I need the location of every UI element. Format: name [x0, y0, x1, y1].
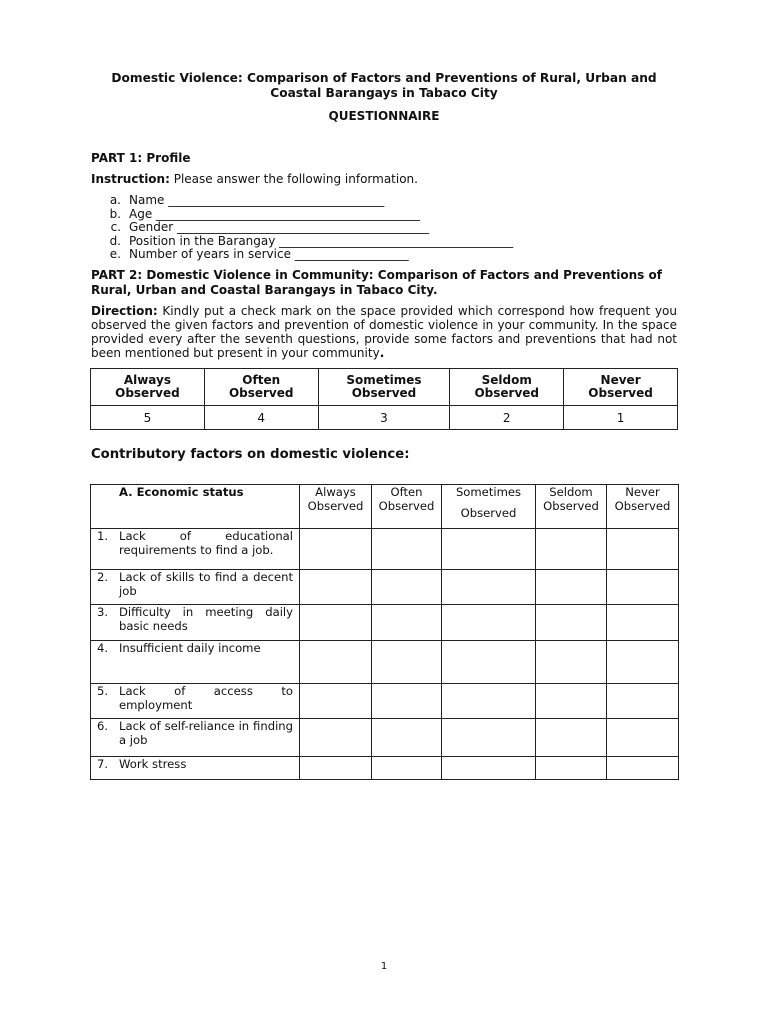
factor-item-number: 1.: [97, 529, 109, 543]
page-number: 1: [380, 961, 388, 972]
table-row: [91, 641, 679, 684]
title-line-2: Coastal Barangays in Tabaco City: [270, 86, 498, 100]
check-cell[interactable]: [607, 605, 679, 641]
direction-label: Direction:: [91, 304, 158, 318]
check-cell[interactable]: [300, 570, 372, 605]
rating-scale-table: [90, 368, 678, 430]
check-cell[interactable]: [442, 641, 536, 684]
econ-col-header: Never Observed: [607, 485, 679, 529]
factor-item-text: Lack of self-reliance in finding a job: [119, 719, 293, 747]
factor-item-text: Lack of educational requirements to find a job.: [119, 529, 293, 557]
scale-value-cell: 2: [450, 406, 564, 430]
scale-value-row: [91, 406, 678, 430]
factor-item-text: Lack of access to employment: [119, 684, 293, 712]
scale-header-cell: Never Observed: [564, 369, 678, 406]
scale-header-cell: Often Observed: [204, 369, 318, 406]
check-cell[interactable]: [300, 529, 372, 570]
check-cell[interactable]: [300, 605, 372, 641]
check-cell[interactable]: [300, 757, 372, 780]
check-cell[interactable]: [607, 570, 679, 605]
factor-item-cell: [91, 605, 300, 641]
contributory-factors-heading: Contributory factors on domestic violence:: [91, 447, 410, 462]
check-cell[interactable]: [442, 719, 536, 757]
factor-item-number: 2.: [97, 570, 109, 584]
scale-value-cell: 4: [204, 406, 318, 430]
factor-item-text: Difficulty in meeting daily basic needs: [119, 605, 293, 633]
profile-field-years[interactable]: e. Number of years in service ___________________: [109, 247, 409, 261]
document-title: [90, 71, 678, 101]
factor-item-cell: [91, 529, 300, 570]
instruction: [91, 172, 418, 186]
econ-col-header: Sometimes Observed: [442, 485, 536, 529]
factor-item-text: Lack of skills to find a decent job: [119, 570, 293, 598]
factor-item-text: Work stress: [119, 757, 187, 771]
factor-item-number: 3.: [97, 605, 109, 619]
table-row: [91, 757, 679, 780]
check-cell[interactable]: [536, 605, 607, 641]
check-cell[interactable]: [372, 570, 442, 605]
profile-field-name[interactable]: a. Name ____________________________________: [109, 193, 385, 207]
factor-item-text: Insufficient daily income: [119, 641, 261, 655]
table-row: [91, 570, 679, 605]
factor-item-cell: [91, 570, 300, 605]
factor-item-number: 7.: [97, 757, 109, 771]
factor-item-cell: [91, 757, 300, 780]
scale-header-cell: Seldom Observed: [450, 369, 564, 406]
table-row: [91, 605, 679, 641]
check-cell[interactable]: [372, 641, 442, 684]
profile-field-age[interactable]: b. Age ____________________________________________: [109, 206, 421, 221]
check-cell[interactable]: [536, 529, 607, 570]
factor-item-number: 6.: [97, 719, 109, 733]
check-cell[interactable]: [607, 684, 679, 719]
scale-value-cell: 3: [318, 406, 450, 430]
scale-value-cell: 5: [91, 406, 205, 430]
profile-fields: [91, 194, 513, 262]
check-cell[interactable]: [372, 684, 442, 719]
check-cell[interactable]: [300, 684, 372, 719]
factor-item-cell: [91, 719, 300, 757]
check-cell[interactable]: [372, 719, 442, 757]
econ-col-header: Often Observed: [372, 485, 442, 529]
check-cell[interactable]: [372, 757, 442, 780]
check-cell[interactable]: [442, 570, 536, 605]
check-cell[interactable]: [442, 757, 536, 780]
profile-field-position[interactable]: d. Position in the Barangay _______________________________________: [109, 233, 514, 248]
check-cell[interactable]: [372, 605, 442, 641]
document-subtitle: QUESTIONNAIRE: [328, 109, 440, 123]
direction-text: Kindly put a check mark on the space provided which correspond how frequent you observed the given factors and prevention of domestic violence in your community. In the space provided every after the seventh questions, provide some factors and preventions that had not been mentioned but present in your community: [91, 304, 677, 360]
scale-header-row: [91, 369, 678, 406]
check-cell[interactable]: [536, 570, 607, 605]
check-cell[interactable]: [300, 641, 372, 684]
factor-item-cell: [91, 684, 300, 719]
econ-col-header: Seldom Observed: [536, 485, 607, 529]
direction-paragraph: Direction: Kindly put a check mark on the space provided which correspond how frequent you observed the given factors and prevention of domestic violence in your community. In the space provided every after the seventh questions, provide some factors and preventions that had not been mentioned but present in your community.: [91, 304, 677, 360]
check-cell[interactable]: [607, 641, 679, 684]
check-cell[interactable]: [536, 684, 607, 719]
title-line-1: Domestic Violence: Comparison of Factors and Preventions of Rural, Urban and: [111, 71, 657, 85]
economic-status-table: [90, 484, 679, 780]
table-row: [91, 529, 679, 570]
factor-item-number: 5.: [97, 684, 109, 698]
scale-header-cell: Sometimes Observed: [318, 369, 450, 406]
check-cell[interactable]: [536, 719, 607, 757]
check-cell[interactable]: [442, 684, 536, 719]
check-cell[interactable]: [607, 719, 679, 757]
check-cell[interactable]: [607, 757, 679, 780]
factor-item-cell: [91, 641, 300, 684]
econ-col-header: Always Observed: [300, 485, 372, 529]
check-cell[interactable]: [536, 757, 607, 780]
part2-heading: PART 2: Domestic Violence in Community: Comparison of Factors and Preventions of Rural, Urban and Coastal Barangays in Tabaco City.: [91, 268, 662, 297]
check-cell[interactable]: [372, 529, 442, 570]
econ-header-row: [91, 485, 679, 529]
table-row: [91, 684, 679, 719]
factor-item-number: 4.: [97, 641, 109, 655]
instruction-text: Please answer the following information.: [169, 172, 418, 186]
profile-field-gender[interactable]: c. Gender __________________________________________: [110, 220, 430, 234]
instruction-label: Instruction:: [91, 172, 170, 186]
check-cell[interactable]: [607, 529, 679, 570]
part1-heading: PART 1: Profile: [91, 151, 191, 165]
scale-header-cell: Always Observed: [91, 369, 205, 406]
check-cell[interactable]: [442, 529, 536, 570]
economic-status-section-label: A. Economic status: [91, 485, 300, 529]
check-cell[interactable]: [300, 719, 372, 757]
scale-value-cell: 1: [564, 406, 678, 430]
check-cell[interactable]: [442, 605, 536, 641]
table-row: [91, 719, 679, 757]
check-cell[interactable]: [536, 641, 607, 684]
